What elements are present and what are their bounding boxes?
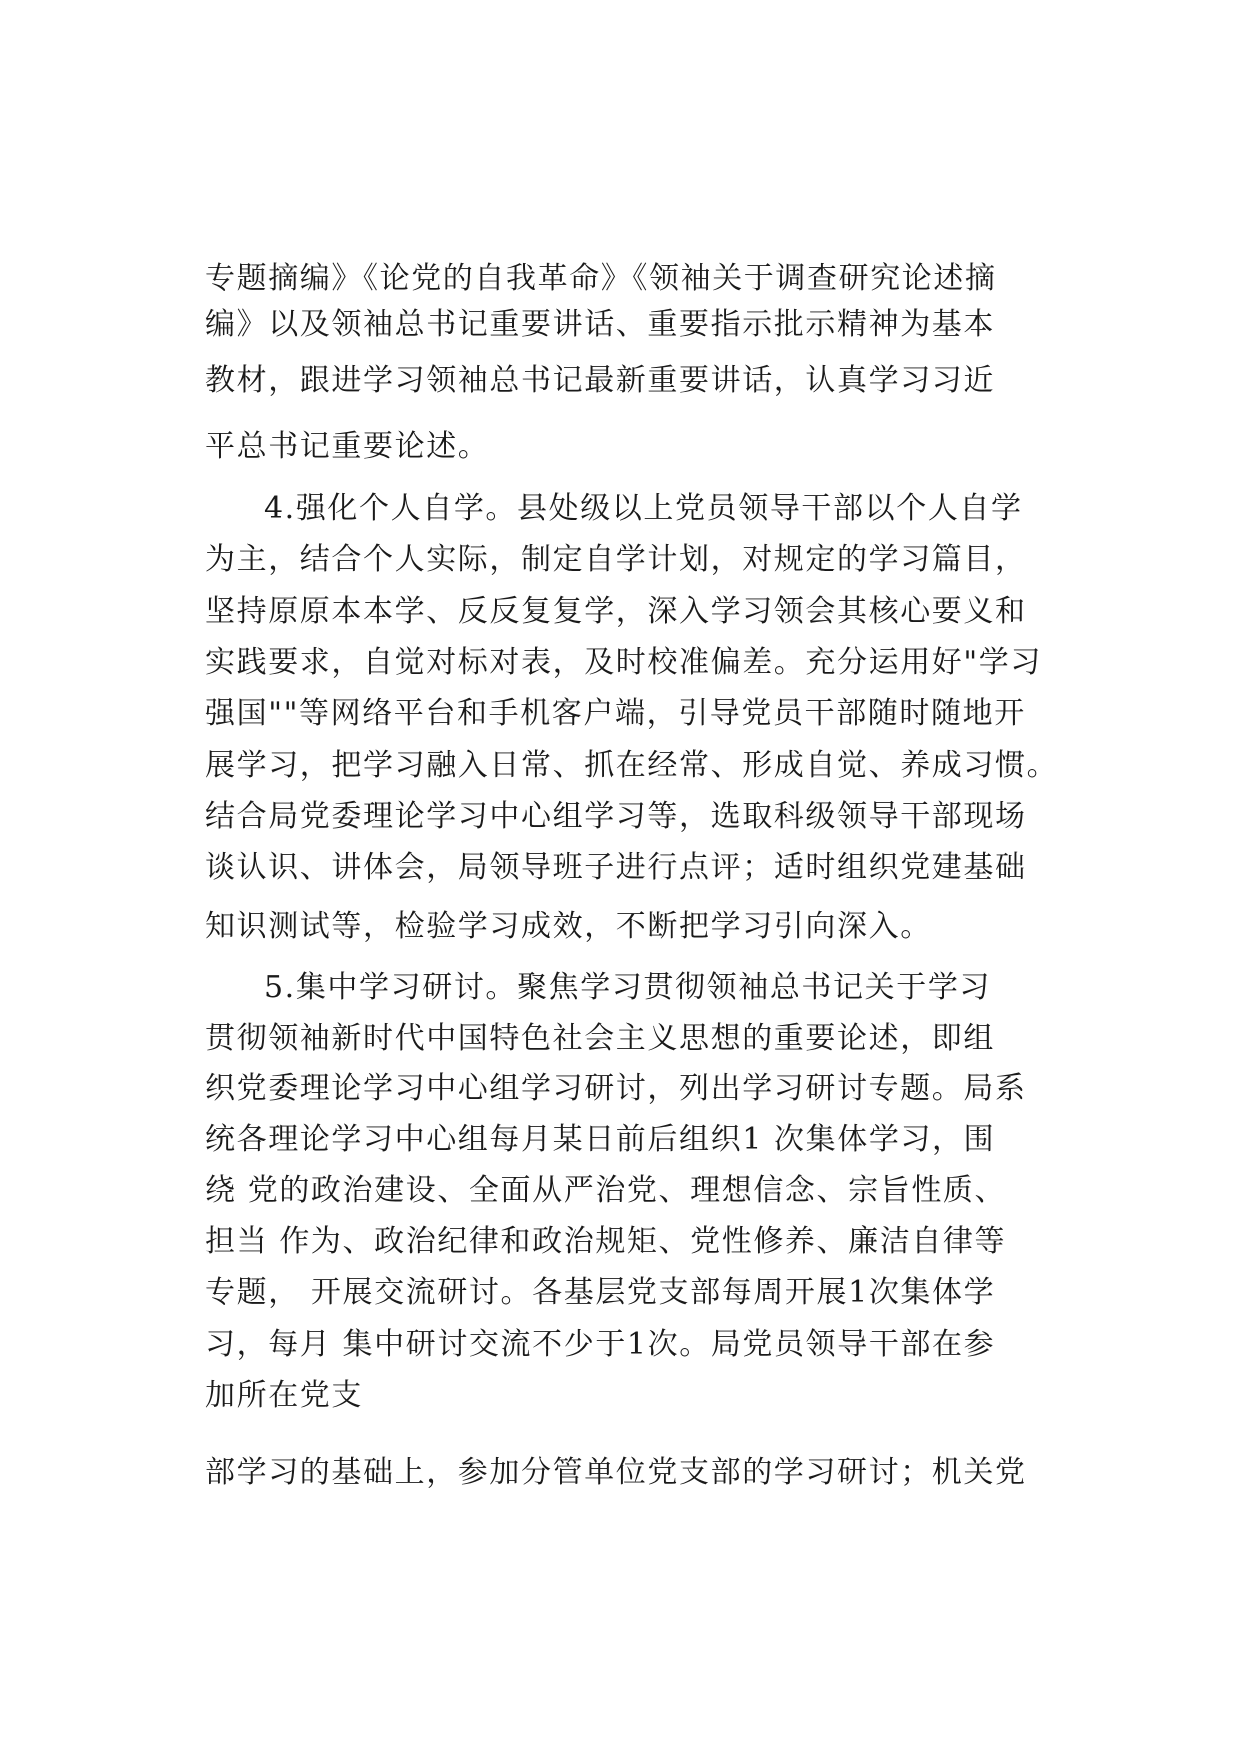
text-line-15: 贯彻领袖新时代中国特色社会主义思想的重要论述，即组 <box>205 1021 995 1056</box>
text-line-20: 专题， 开展交流研讨。各基层党支部每周开展1次集体学 <box>205 1275 996 1310</box>
text-line-4: 平总书记重要论述。 <box>205 429 490 464</box>
text-line-10: 展学习，把学习融入日常、抓在经常、形成自觉、养成习惯。 <box>205 748 1059 783</box>
text-line-13: 知识测试等，检验学习成效，不断把学习引向深入。 <box>205 909 932 944</box>
text-line-22: 加所在党支 <box>205 1378 363 1413</box>
text-line-2: 编》以及领袖总书记重要讲话、重要指示批示精神为基本 <box>205 307 995 342</box>
text-line-3: 教材，跟进学习领袖总书记最新重要讲话，认真学习习近 <box>205 363 995 398</box>
text-line-21: 习，每月 集中研讨交流不少于1次。局党员领导干部在参 <box>205 1327 996 1362</box>
text-line-8: 实践要求，自觉对标对表，及时校准偏差。充分运用好"学习 <box>205 645 1042 680</box>
text-line-12: 谈认识、讲体会，局领导班子进行点评；适时组织党建基础 <box>205 850 1027 885</box>
text-line-14: 5.集中学习研讨。聚焦学习贯彻领袖总书记关于学习 <box>264 970 992 1005</box>
text-line-1: 专题摘编》《论党的自我革命》《领袖关于调查研究论述摘 <box>205 261 997 296</box>
text-line-18: 绕 党的政治建设、全面从严治党、理想信念、宗旨性质、 <box>205 1173 1007 1208</box>
text-line-9: 强国""等网络平台和手机客户端，引导党员干部随时随地开 <box>205 696 1026 731</box>
text-line-23: 部学习的基础上，参加分管单位党支部的学习研讨；机关党 <box>205 1455 1027 1490</box>
text-line-16: 织党委理论学习中心组学习研讨，列出学习研讨专题。局系 <box>205 1071 1027 1106</box>
text-line-7: 坚持原原本本学、反反复复学，深入学习领会其核心要义和 <box>205 594 1027 629</box>
text-line-5: 4.强化个人自学。县处级以上党员领导干部以个人自学 <box>264 491 1023 526</box>
text-line-17: 统各理论学习中心组每月某日前后组织1 次集体学习，围 <box>205 1122 996 1157</box>
text-line-11: 结合局党委理论学习中心组学习等，选取科级领导干部现场 <box>205 799 1027 834</box>
text-line-6: 为主，结合个人实际，制定自学计划，对规定的学习篇目， <box>205 542 1027 577</box>
text-line-19: 担当 作为、政治纪律和政治规矩、党性修养、廉洁自律等 <box>205 1224 1007 1259</box>
